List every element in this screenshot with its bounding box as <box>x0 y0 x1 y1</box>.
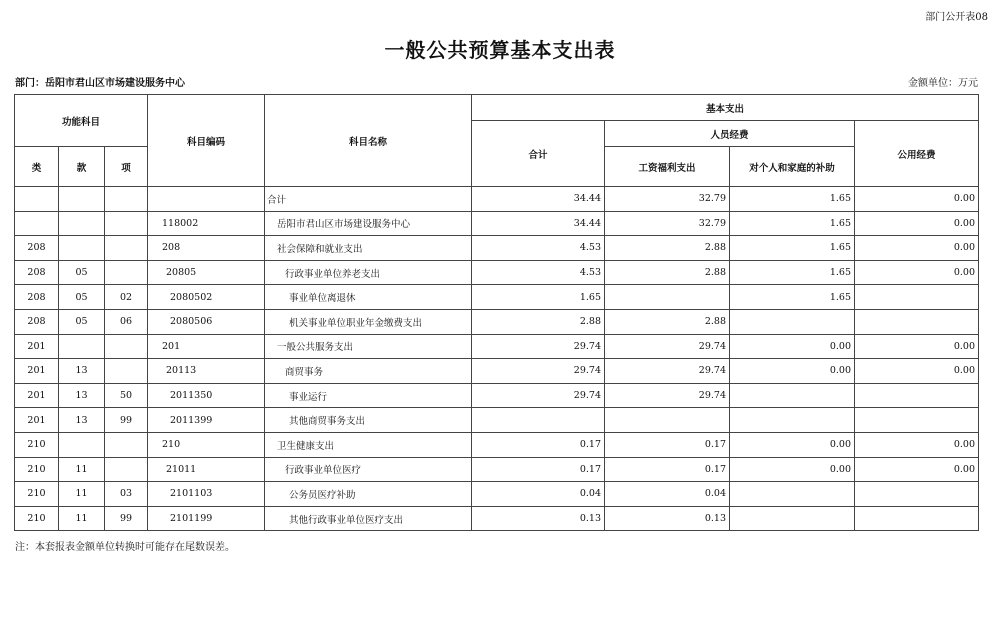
cell-name: 岳阳市君山区市场建设服务中心 <box>265 211 472 236</box>
cell-subsidy: 1.65 <box>730 236 855 261</box>
department-label: 部门：岳阳市君山区市场建设服务中心 <box>15 78 185 89</box>
cell-subsidy: 1.65 <box>730 187 855 212</box>
cell-kuan <box>59 432 105 457</box>
cell-salary <box>605 408 730 433</box>
table-row <box>15 187 979 212</box>
page-title: 一般公共预算基本支出表 <box>384 38 616 62</box>
cell-subsidy: 1.65 <box>730 285 855 310</box>
cell-total: 0.17 <box>472 432 605 457</box>
cell-name: 事业单位离退休 <box>265 285 472 310</box>
header-code: 科目编码 <box>148 95 265 187</box>
cell-name: 行政事业单位养老支出 <box>265 260 472 285</box>
header-basic: 基本支出 <box>472 95 979 121</box>
cell-subsidy <box>730 408 855 433</box>
cell-code: 21011 <box>148 457 265 482</box>
cell-xiang <box>105 359 148 384</box>
cell-total: 0.17 <box>472 457 605 482</box>
amount-unit-label: 金额单位：万元 <box>908 78 978 89</box>
cell-total: 4.53 <box>472 236 605 261</box>
cell-total: 34.44 <box>472 211 605 236</box>
cell-salary: 0.17 <box>605 432 730 457</box>
cell-total: 0.04 <box>472 482 605 507</box>
cell-public <box>855 408 979 433</box>
footnote: 注：本套报表金额单位转换时可能存在尾数误差。 <box>15 542 235 553</box>
cell-name: 行政事业单位医疗 <box>265 457 472 482</box>
cell-code: 2080506 <box>148 309 265 334</box>
cell-name: 合计 <box>265 187 472 212</box>
cell-lei: 208 <box>15 236 59 261</box>
cell-lei: 201 <box>15 383 59 408</box>
cell-public: 0.00 <box>855 260 979 285</box>
cell-lei: 208 <box>15 309 59 334</box>
table-row <box>15 236 979 261</box>
cell-lei <box>15 187 59 212</box>
cell-salary: 29.74 <box>605 383 730 408</box>
budget-table <box>14 94 979 531</box>
cell-public: 0.00 <box>855 432 979 457</box>
cell-kuan: 13 <box>59 408 105 433</box>
table-row <box>15 383 979 408</box>
cell-xiang <box>105 236 148 261</box>
header-kuan: 款 <box>59 147 105 187</box>
header-public: 公用经费 <box>855 121 979 187</box>
cell-subsidy <box>730 482 855 507</box>
cell-salary: 0.17 <box>605 457 730 482</box>
cell-total <box>472 408 605 433</box>
cell-subsidy: 0.00 <box>730 432 855 457</box>
cell-lei: 201 <box>15 408 59 433</box>
cell-code: 2011399 <box>148 408 265 433</box>
header-lei: 类 <box>15 147 59 187</box>
report-number: 部门公开表08 <box>925 12 988 23</box>
cell-name: 卫生健康支出 <box>265 432 472 457</box>
header-xiang: 项 <box>105 147 148 187</box>
cell-public <box>855 482 979 507</box>
cell-salary: 0.13 <box>605 506 730 531</box>
cell-total: 4.53 <box>472 260 605 285</box>
cell-total: 34.44 <box>472 187 605 212</box>
table-row <box>15 482 979 507</box>
cell-code: 2101199 <box>148 506 265 531</box>
cell-code: 210 <box>148 432 265 457</box>
cell-salary: 0.04 <box>605 482 730 507</box>
cell-name: 事业运行 <box>265 383 472 408</box>
cell-name: 商贸事务 <box>265 359 472 384</box>
cell-xiang: 02 <box>105 285 148 310</box>
header-func-subject: 功能科目 <box>15 95 148 147</box>
table-row <box>15 260 979 285</box>
cell-public <box>855 285 979 310</box>
cell-xiang <box>105 432 148 457</box>
cell-kuan <box>59 187 105 212</box>
cell-xiang <box>105 187 148 212</box>
cell-total: 29.74 <box>472 383 605 408</box>
cell-subsidy: 1.65 <box>730 260 855 285</box>
cell-subsidy: 0.00 <box>730 359 855 384</box>
cell-subsidy <box>730 383 855 408</box>
cell-lei: 208 <box>15 285 59 310</box>
cell-kuan: 11 <box>59 457 105 482</box>
cell-code <box>148 187 265 212</box>
cell-lei: 210 <box>15 432 59 457</box>
cell-code: 2101103 <box>148 482 265 507</box>
header-salary: 工资福利支出 <box>605 147 730 187</box>
cell-salary: 29.74 <box>605 359 730 384</box>
table-row <box>15 457 979 482</box>
cell-name: 机关事业单位职业年金缴费支出 <box>265 309 472 334</box>
cell-lei: 208 <box>15 260 59 285</box>
cell-salary: 2.88 <box>605 236 730 261</box>
cell-public: 0.00 <box>855 457 979 482</box>
cell-public <box>855 506 979 531</box>
cell-code: 118002 <box>148 211 265 236</box>
cell-kuan: 05 <box>59 260 105 285</box>
cell-name: 一般公共服务支出 <box>265 334 472 359</box>
cell-total: 2.88 <box>472 309 605 334</box>
cell-lei: 210 <box>15 506 59 531</box>
cell-code: 2011350 <box>148 383 265 408</box>
cell-salary: 29.74 <box>605 334 730 359</box>
cell-code: 201 <box>148 334 265 359</box>
cell-lei <box>15 211 59 236</box>
table-row <box>15 432 979 457</box>
cell-lei: 210 <box>15 457 59 482</box>
cell-total: 29.74 <box>472 359 605 384</box>
cell-xiang: 99 <box>105 408 148 433</box>
cell-kuan <box>59 211 105 236</box>
cell-salary <box>605 285 730 310</box>
cell-subsidy: 0.00 <box>730 457 855 482</box>
cell-name: 其他商贸事务支出 <box>265 408 472 433</box>
table-row <box>15 408 979 433</box>
cell-total: 1.65 <box>472 285 605 310</box>
cell-subsidy <box>730 309 855 334</box>
cell-kuan: 05 <box>59 309 105 334</box>
cell-code: 208 <box>148 236 265 261</box>
cell-salary: 32.79 <box>605 187 730 212</box>
table-row <box>15 334 979 359</box>
cell-name: 社会保障和就业支出 <box>265 236 472 261</box>
cell-subsidy: 0.00 <box>730 334 855 359</box>
cell-public: 0.00 <box>855 187 979 212</box>
cell-subsidy: 1.65 <box>730 211 855 236</box>
cell-kuan: 11 <box>59 506 105 531</box>
cell-public <box>855 309 979 334</box>
header-personnel: 人员经费 <box>605 121 855 147</box>
cell-xiang <box>105 211 148 236</box>
header-subsidy: 对个人和家庭的补助 <box>730 147 855 187</box>
table-row <box>15 211 979 236</box>
cell-kuan: 13 <box>59 359 105 384</box>
cell-public: 0.00 <box>855 334 979 359</box>
table-row <box>15 506 979 531</box>
cell-lei: 201 <box>15 359 59 384</box>
cell-code: 20113 <box>148 359 265 384</box>
cell-xiang <box>105 260 148 285</box>
table-row <box>15 359 979 384</box>
cell-code: 20805 <box>148 260 265 285</box>
cell-salary: 2.88 <box>605 309 730 334</box>
cell-kuan: 05 <box>59 285 105 310</box>
cell-xiang <box>105 334 148 359</box>
cell-name: 其他行政事业单位医疗支出 <box>265 506 472 531</box>
cell-salary: 2.88 <box>605 260 730 285</box>
cell-public: 0.00 <box>855 211 979 236</box>
cell-xiang <box>105 457 148 482</box>
cell-kuan: 13 <box>59 383 105 408</box>
cell-total: 0.13 <box>472 506 605 531</box>
table-row <box>15 309 979 334</box>
cell-public: 0.00 <box>855 236 979 261</box>
cell-code: 2080502 <box>148 285 265 310</box>
cell-xiang: 99 <box>105 506 148 531</box>
cell-kuan <box>59 236 105 261</box>
cell-salary: 32.79 <box>605 211 730 236</box>
cell-lei: 201 <box>15 334 59 359</box>
cell-lei: 210 <box>15 482 59 507</box>
header-name: 科目名称 <box>265 95 472 187</box>
table-row <box>15 285 979 310</box>
cell-xiang: 06 <box>105 309 148 334</box>
header-total: 合计 <box>472 121 605 187</box>
cell-subsidy <box>730 506 855 531</box>
cell-public: 0.00 <box>855 359 979 384</box>
cell-xiang: 03 <box>105 482 148 507</box>
cell-total: 29.74 <box>472 334 605 359</box>
cell-kuan: 11 <box>59 482 105 507</box>
cell-public <box>855 383 979 408</box>
cell-name: 公务员医疗补助 <box>265 482 472 507</box>
cell-kuan <box>59 334 105 359</box>
cell-xiang: 50 <box>105 383 148 408</box>
